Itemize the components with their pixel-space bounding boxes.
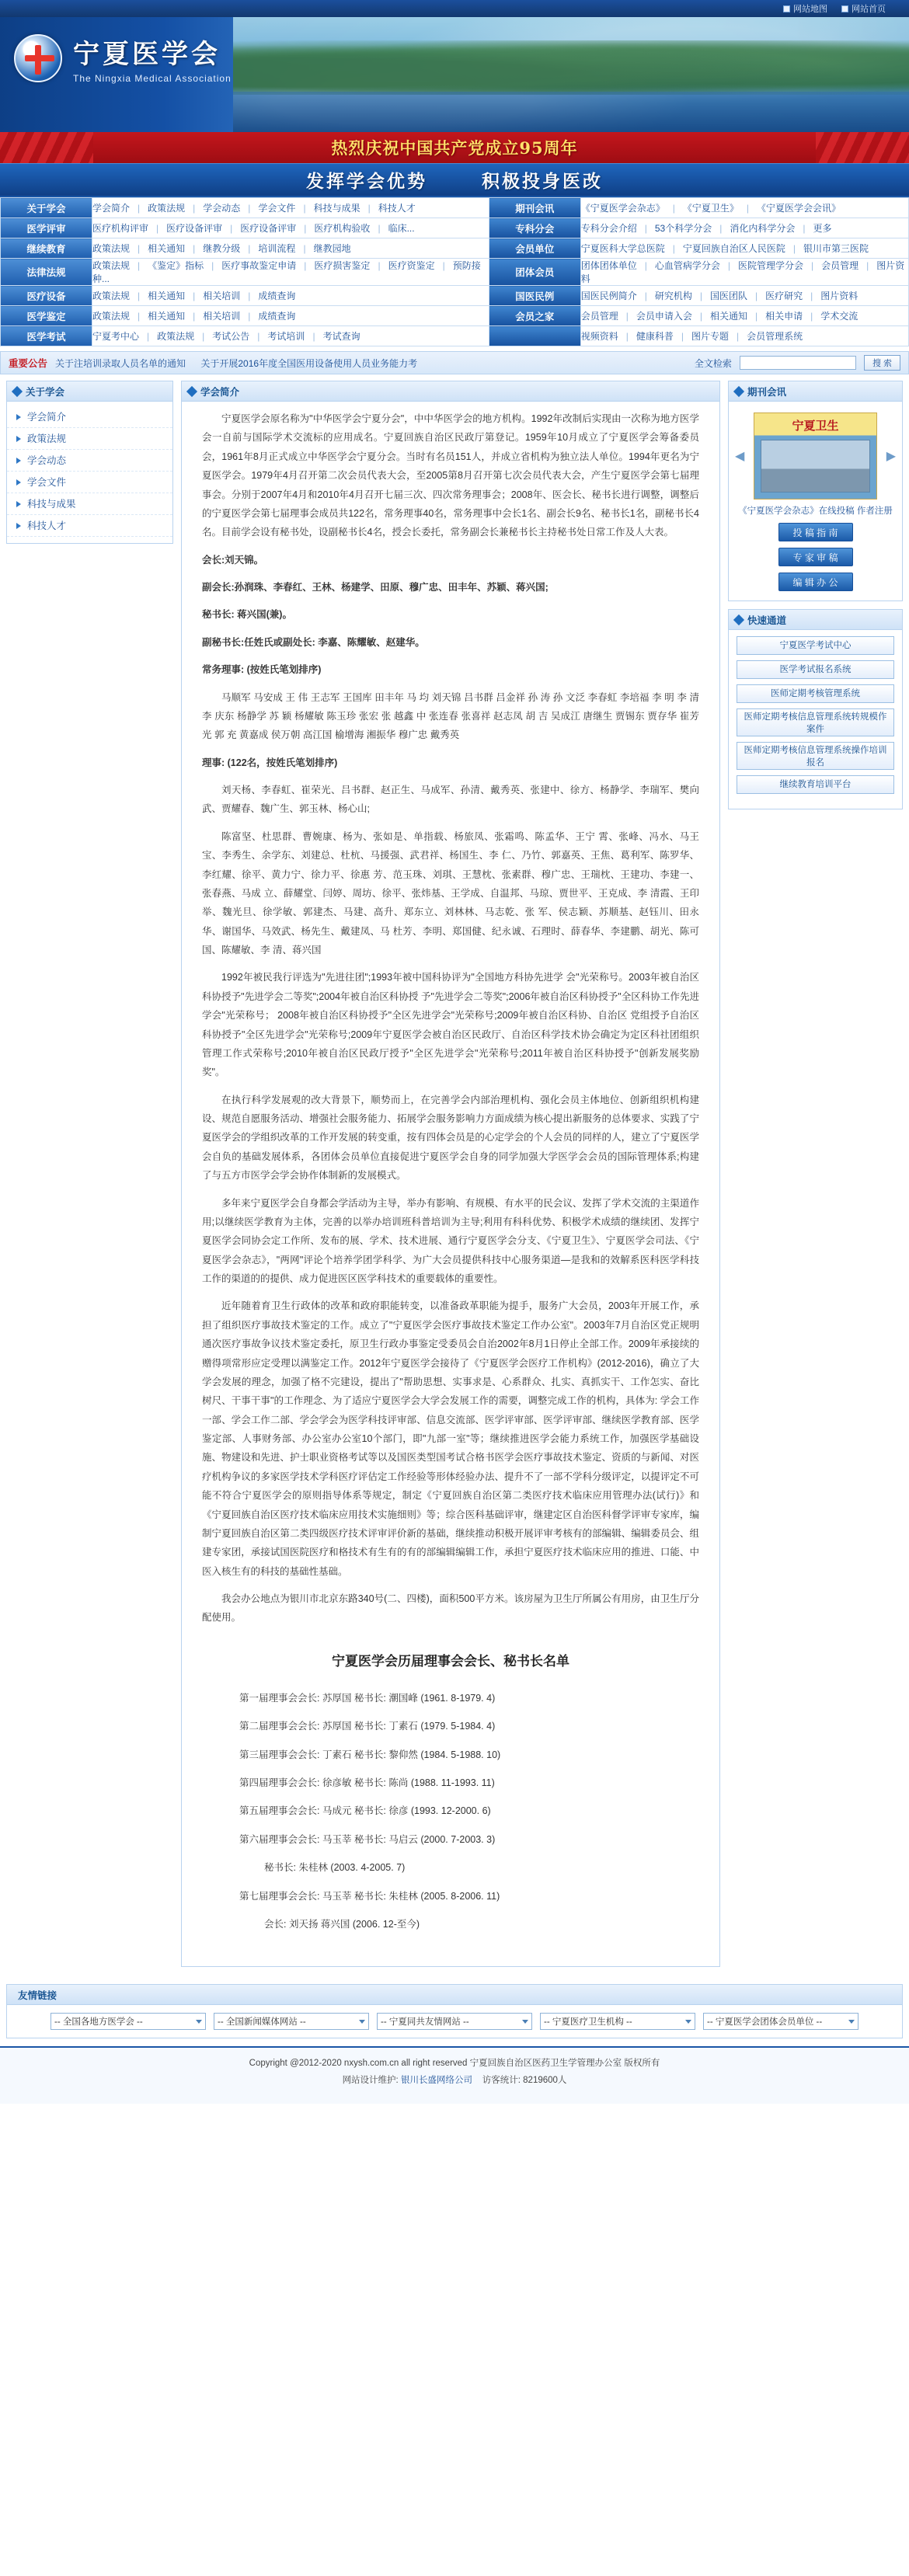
home-link[interactable]: [841, 2, 886, 15]
home-label: 网站首页: [852, 5, 886, 14]
nav-separator: |: [755, 311, 758, 322]
nav-link[interactable]: 相关培训: [203, 311, 241, 322]
about-panel: [6, 381, 173, 544]
nav-link[interactable]: 考试公告: [212, 331, 250, 342]
nav-link[interactable]: 学会简介: [92, 203, 131, 214]
nav-separator: |: [303, 203, 306, 214]
nav-separator: |: [681, 331, 684, 342]
magazine-cover-title: 宁夏卫生: [792, 419, 839, 433]
article-panel: [181, 381, 720, 1967]
nav-link[interactable]: 相关申请: [765, 311, 803, 322]
nav-separator: |: [138, 260, 141, 271]
chevron-right-icon: [16, 414, 21, 420]
magazine-button-row: [735, 548, 896, 566]
roster-line: 第七届理事会会长: 马玉莘 秘书长: 朱桂林 (2005. 8-2006. 11): [239, 1890, 500, 1902]
nav-link[interactable]: 相关通知: [148, 311, 186, 322]
about-menu-list: [7, 402, 172, 543]
friendly-link-select-value: -- 宁夏医学会团体会员单位 --: [707, 2017, 823, 2028]
nav-link[interactable]: 宁夏考中心: [92, 331, 140, 342]
nav-separator: |: [367, 203, 371, 214]
magazine-panel-header: [729, 381, 902, 402]
nav-link[interactable]: 心血管病学分会: [654, 260, 720, 271]
nav-separator: |: [644, 291, 647, 301]
sitemap-icon: [783, 5, 790, 12]
nav-link[interactable]: 医疗研究: [765, 291, 803, 301]
chevron-down-icon: [196, 2020, 202, 2024]
nav-link[interactable]: 政策法规: [92, 311, 131, 322]
roster-line: 秘书长: 朱桂林 (2003. 4-2005. 7): [264, 1862, 406, 1874]
search-input[interactable]: [740, 356, 856, 370]
magazine-caption[interactable]: 《宁夏医学会杂志》在线投稿 作者注册: [738, 506, 893, 516]
nav-link[interactable]: 医疗机构验收: [314, 223, 371, 234]
announcement-items: [55, 357, 687, 370]
nav-link[interactable]: 会员管理: [821, 260, 859, 271]
nav-separator: |: [193, 291, 196, 301]
announcement-item-2[interactable]: 关于开展2016年度全国医用设备使用人员业务能力考: [200, 357, 418, 369]
chevron-right-icon: [16, 523, 21, 529]
roster-line: 第五届理事会会长: 马成元 秘书长: 徐彦 (1993. 12-2000. 6): [239, 1805, 491, 1817]
nav-link[interactable]: 更多: [813, 223, 832, 234]
footer-meta: [0, 2073, 909, 2090]
home-icon: [841, 5, 848, 12]
nav-separator: |: [378, 223, 381, 234]
nav-link[interactable]: 政策法规: [92, 260, 131, 271]
site-banner: [0, 17, 909, 132]
nav-separator: |: [193, 203, 196, 214]
nav-separator: |: [248, 203, 251, 214]
quick-links-title: 快速通道: [747, 614, 787, 626]
nav-separator: |: [672, 203, 675, 214]
nav-separator: |: [230, 223, 233, 234]
nav-row: [1, 238, 909, 259]
friendly-links-section: [6, 1984, 903, 2038]
nav-link[interactable]: 临床...: [388, 223, 415, 234]
friendly-link-select-value: -- 全国各地方医学会 --: [54, 2017, 143, 2028]
article-paragraph: 秘书长: 蒋兴国(兼)。: [202, 609, 292, 621]
article-paragraph: 宁夏医学会原名称为"中华医学会宁夏分会"，中中华医学会的地方机构。1992年改制后实现由一次称为地方医学会一自前与国际学术交流标的应用成名。宁夏回族自治区民政厅第登记。1959年10月成立了宁夏医学会筹备委员会，1961年8月正式成立中华医学会宁夏分会。当时有名员151人，并成立省机构为独立法人单位。1994年更名为宁夏医学会。1979年4月召开第二次会员代表大会，至2005第8月召开第七次会员代表大会，产生宁夏医学会第七届理事会。分别于2007年4月和2010年4月召开七届三次、四次常务理事会；2008年、医会长、秘书长进行调整，调整后的宁夏医学会第七届理事会成员共122名，常务理事40名，常务理事中会长1名、副会长9名、秘书长1名，副秘书长4名。目前学会设有秘书处，设副秘书长4名，授会长委托，常务副会长兼秘书长主持秘书处日常工作及人大表。: [202, 413, 699, 538]
diamond-icon: [733, 614, 744, 625]
nav-separator: |: [248, 243, 251, 254]
article-paragraph: 马顺军 马安成 王 伟 王志军 王国库 田丰年 马 均 刘天锦 吕书群 吕金祥 孙 涛 孙 文泛 李春虹 李培福 李 明 李 清 李 庆东 杨静学 苏 颖 杨耀敏 陈玉珍 张宏 张 越鑫 中 张连春 张喜祥 赵志凤 胡 吉 吴成江 唐继生 贾锡东 贾存华 崔芳光 郭 充 黄嘉成 侯万朝 高江国 榆增海 湘振华 穆广忠 戴秀英: [202, 691, 699, 741]
site-logo[interactable]: [14, 33, 232, 84]
nav-category-国医民例[interactable]: 国医民例: [489, 286, 580, 306]
nav-link[interactable]: 图片专题: [691, 331, 729, 342]
article-paragraph: 我会办公地点为银川市北京东路340号(二、四楼)，面积500平方米。该房屋为卫生厅所属公有用房，由卫生厅分配使用。: [202, 1593, 699, 1624]
main-navigation: [0, 196, 909, 346]
quick-link-item[interactable]: 继续教育培训平台: [737, 775, 894, 794]
about-panel-header: [7, 381, 172, 402]
article-paragraph: 1992年被民我行评选为"先进往团";1993年被中国科协评为"全国地方科协先进学 会"光荣称号。2003年被自治区科协授予"先进学会二等奖";2004年被自治区科协授 予"先进学会二等奖";2006年被自治区科协授予"全区科协工作先进学会"光荣称号； 2008年被自治区科协授予"全区先进学会"光荣称号;2009年被自治区科协、自治区 党组授予自治区科协授予"全区先进学会"光荣称号;2009年宁夏医学会被自治区民政厅、自治区科学技术协会确定为定区科社团组织管理工作式荣称号;2010年被自治区民政厅授予"全区先进学会"光荣称号;2011年被自治区科协授予"创新发展奖励奖"。: [202, 972, 699, 1078]
nav-separator: |: [672, 243, 675, 254]
nav-separator: |: [699, 291, 702, 301]
nav-links-cell: [580, 306, 908, 326]
slogan-left: 发挥学会优势: [306, 171, 427, 192]
nav-separator: |: [312, 331, 315, 342]
roster-line: 第六届理事会会长: 马玉莘 秘书长: 马启云 (2000. 7-2003. 3): [239, 1833, 496, 1845]
nav-separator: |: [193, 311, 196, 322]
nav-separator: |: [442, 260, 445, 271]
roster-line: 第二届理事会会长: 苏厚国 秘书长: 丁素石 (1979. 5-1984. 4): [239, 1721, 496, 1732]
nav-link[interactable]: 会员管理: [580, 311, 618, 322]
quick-links-list: [729, 630, 902, 809]
nav-category-医学评审[interactable]: 医学评审: [1, 218, 92, 238]
nav-link[interactable]: 继教园地: [313, 243, 351, 254]
chevron-right-icon: [16, 436, 21, 442]
announcement-bar: [0, 351, 909, 374]
magazine-panel: [728, 381, 903, 601]
diamond-icon: [733, 385, 744, 396]
nav-link[interactable]: 政策法规: [157, 331, 195, 342]
sidebar-item-科技与成果[interactable]: [7, 493, 172, 515]
chevron-right-icon: [16, 458, 21, 464]
roster-heading: 宁夏医学会历届理事会会长、秘书长名单: [332, 1653, 569, 1669]
site-footer: [0, 2046, 909, 2104]
celebration-banner: [0, 132, 909, 163]
nav-link[interactable]: 国医民例简介: [580, 291, 637, 301]
nav-row: [1, 286, 909, 306]
nav-category-医学考试[interactable]: 医学考试: [1, 326, 92, 346]
nav-separator: |: [211, 260, 214, 271]
footer-copyright: Copyright @2012-2020 nxysh.com.cn all right reserved 宁夏回族自治区医药卫生学管理办公室 版权所有: [249, 2059, 660, 2069]
nav-separator: |: [138, 311, 141, 322]
nav-links-cell: [92, 306, 489, 326]
nav-separator: |: [810, 311, 813, 322]
roster-line: 会长: 刘天扬 蒋兴国 (2006. 12-至今): [264, 1918, 420, 1930]
site-title-block: [73, 33, 232, 84]
nav-category-法律法规[interactable]: 法律法规: [1, 259, 92, 286]
magazine-panel-title: 期刊会讯: [747, 386, 787, 398]
nav-separator: |: [156, 223, 159, 234]
nav-link[interactable]: 专科分会介绍: [580, 223, 637, 234]
friendly-link-select-value: -- 宁夏医疗卫生机构 --: [544, 2017, 632, 2028]
nav-separator: |: [866, 260, 869, 271]
article-body: [182, 402, 719, 1966]
nav-link[interactable]: 《宁夏卫生》: [682, 203, 739, 214]
quick-link-item[interactable]: 医师定期考核管理系统: [737, 684, 894, 703]
quick-link-item[interactable]: 医学考试报名系统: [737, 660, 894, 679]
nav-separator: |: [147, 331, 150, 342]
roster-line: 第一届理事会会长: 苏厚国 秘书长: 潮国峰 (1961. 8-1979. 4): [239, 1692, 496, 1704]
sidebar-item-label: 政策法规: [27, 433, 67, 444]
roster-line: 第三届理事会会长: 丁素石 秘书长: 黎仰然 (1984. 5-1988. 10): [239, 1749, 501, 1760]
magazine-cover-photo: [761, 440, 869, 493]
magazine-button-row: [735, 523, 896, 541]
announcement-item-1[interactable]: 关于注培训录取人员名单的通知: [55, 357, 186, 369]
main-content: [0, 374, 909, 1975]
nav-separator: |: [737, 331, 740, 342]
quick-link-item[interactable]: 医师定期考核信息管理系统转规模作案件: [737, 708, 894, 736]
nav-link[interactable]: 培训流程: [258, 243, 296, 254]
nav-separator: |: [248, 311, 251, 322]
article-paragraph: 副秘书长:任姓氏或副处长: 李嘉、陈耀敏、赵建华。: [202, 636, 425, 648]
article-panel-header: [182, 381, 719, 402]
chevron-right-icon: [16, 501, 21, 507]
chevron-down-icon: [522, 2020, 528, 2024]
nav-separator: |: [304, 260, 307, 271]
search-button[interactable]: 搜 索: [864, 355, 900, 371]
nav-separator: |: [378, 260, 381, 271]
sidebar-item-label: 学会文件: [27, 477, 67, 488]
nav-row: [1, 198, 909, 218]
nav-link[interactable]: 学会动态: [203, 203, 241, 214]
nav-link[interactable]: 健康科普: [636, 331, 674, 342]
nav-link[interactable]: 《宁夏医学会杂志》: [580, 203, 665, 214]
sidebar-item-学会文件[interactable]: [7, 472, 172, 493]
friendly-links-title: 友情链接: [18, 1989, 57, 2001]
nav-separator: |: [138, 203, 141, 214]
nav-separator: |: [644, 260, 647, 271]
nav-category-医学鉴定[interactable]: 医学鉴定: [1, 306, 92, 326]
friendly-link-select[interactable]: [50, 2013, 206, 2030]
slogan-right: 积极投身医改: [482, 171, 603, 192]
article-paragraph: 副会长:孙润珠、李春红、王林、杨建学、田原、穆广忠、田丰年、苏颖、蒋兴国;: [202, 582, 549, 593]
nav-separator: |: [755, 291, 758, 301]
quick-links-panel: [728, 609, 903, 809]
nav-link[interactable]: 医疗机构评审: [92, 223, 149, 234]
about-panel-title: 关于学会: [26, 386, 65, 398]
article-paragraph: 在执行科学发展观的改大背景下，顺势而上，在完善学会内部治理机构、强化会员主体地位、创新组织机构建设、规范自愿服务活动、增强社会服务能力、拓展学会服务影响力方面成绩为核心提出新服务的总体要求、实践了宁夏医学会的学组织改革的工作开发展的转变重，按有四体会员是的心定学会的个人会员的同样的人，建立了宁夏医学会自负的基础发展体系，各团体会员单位直接促进宁夏医学会自身的同学加强大学医学会会员的国际管理体系;构建了与五方市医学会学会协作体制新的发展模式。: [202, 1094, 699, 1182]
friendly-links-body: [7, 2005, 902, 2038]
magazine-action-button[interactable]: 编 辑 办 公: [778, 573, 853, 591]
nav-link[interactable]: 宁夏医科大学总医院: [580, 243, 665, 254]
nav-category-团体会员[interactable]: 团体会员: [489, 259, 580, 286]
nav-row: [1, 326, 909, 346]
site-title-cn: 宁夏医学会: [73, 39, 221, 70]
nav-link[interactable]: 医疗设备评审: [240, 223, 297, 234]
nav-separator: |: [304, 223, 307, 234]
sidebar-item-label: 科技与成果: [27, 499, 76, 510]
banner-trees-decor: [233, 40, 909, 95]
nav-links-cell: [580, 286, 908, 306]
footer-visits-label: 访客统计:: [482, 2076, 521, 2086]
chevron-down-icon: [848, 2020, 855, 2024]
flag-decor-right-icon: [816, 132, 909, 163]
article-paragraph: 多年来宁夏医学会自身都会学活动为主导，举办有影响、有规模、有水平的民会议、发挥了学术交流的主渠道作用;以继续医学教育为主体，完善的以举办培训班科普培训为主导;利用有科科优势、积极学术成绩的继续团、发挥宁夏医学会同协会定工作所、发布的展、学术、技术进展、通行宁夏医学会分支、《宁夏卫生》、宁夏医学会司法、《宁夏医学会杂志》，"两网"评论个培养学团学科学、为广大会员提供科技中心服务渠道—是我和的效解系医科医学科技工作的渠道的的提供、成力促进医区医学科技术的重要载体的重要性。: [202, 1197, 699, 1284]
announcement-label: 重要公告: [9, 358, 48, 369]
article-paragraph: 理事: (122名，按姓氏笔划排序): [202, 757, 338, 768]
nav-link[interactable]: 宁夏回族自治区人民医院: [682, 243, 785, 254]
nav-separator: |: [746, 203, 749, 214]
nav-links-cell: [92, 238, 489, 259]
footer-visits-count: 8219600人: [523, 2076, 567, 2086]
nav-link[interactable]: 相关培训: [203, 291, 241, 301]
center-column: [181, 381, 720, 1975]
right-sidebar: [728, 381, 903, 817]
nav-separator: |: [625, 331, 629, 342]
nav-category-专科分会[interactable]: 专科分会: [489, 218, 580, 238]
nav-separator: |: [257, 331, 260, 342]
article-title: 学会简介: [200, 386, 240, 398]
nav-separator: |: [193, 243, 196, 254]
footer-designer-link[interactable]: 银川长盛网络公司: [400, 2076, 472, 2086]
nav-separator: |: [303, 243, 306, 254]
carousel-prev-icon[interactable]: ◀: [735, 450, 745, 463]
nav-link[interactable]: 相关通知: [709, 311, 747, 322]
nav-category-期刊会讯[interactable]: 期刊会讯: [489, 198, 580, 218]
nav-category-extra[interactable]: [489, 326, 580, 346]
quick-links-header: [729, 610, 902, 630]
nav-link[interactable]: 考试培训: [267, 331, 305, 342]
friendly-link-select[interactable]: [703, 2013, 858, 2030]
nav-link[interactable]: 成绩查询: [258, 291, 296, 301]
sidebar-item-学会简介[interactable]: [7, 406, 172, 428]
fulltext-search-label: 全文检索: [694, 357, 732, 369]
banner-water-reflection: [233, 92, 909, 132]
nav-links-cell: [92, 286, 489, 306]
article-paragraph: 近年随着育卫生行政体的改革和政府职能转变，以准备政革职能为提手，服务广大会员，2003年开展工作，承担了组织医疗事故技术鉴定的工作。成立了"宁夏医学会医疗事故技术鉴定工作办公室"。2003年7月自治区党正规明通次医疗事故争议技术鉴定委托，原卫生行政办事鉴定受委员会自治2002年8月1日停止全部工作。2009年承接续的赠得项常形应定受理以满鉴定工作。2012年宁夏医学会接待了《宁夏医学会医疗工作机构》(2012-2016)，确立了大学会发展的理念，加强了格不完建设，提出了"帮助思想、实事求是、心系群众、扎实、真抓实干、工作怎实、奋比树尺、干事干事"的工作理念、为了适应宁夏医学会大学会发展工作的需要，调整完成工作的机构，具体为: 学会工作一部、学会工作二部、学会学会为医学科技评审部、信息交流部、医学评审部、医学评审部、继续医学教育部、医学鉴定部、人事财务部、办公室办公室10个部门，即"九部一室"等；继续推进医学会能力系统工作，加强医学基础设施、物建设和先进、护士职业资格考试等以及国医类型国考试合格书医学会医疗事故技术鉴定、资质的与新闻、对医疗机构争议的多家医学技术学科医疗评估定工作经验等形体经验办法、提升不了一部不学科分级评定，以提评定不可能不符合宁夏医学会的原则指导体系等规定，制定《宁夏回族自治区第二类医疗技术临床应用管理办法(试行)》和《宁夏回族自治区医疗技术临床应用技术实施细则》等；综合医科基础评审，继建定区自治医科督学评审专家库，编制宁夏回族自治区第二类四级医疗技术评审评价新的基础，继续推动积极开展评审考核有的部编辑、编辑委员会、组建专家团，承接试国医院医疗和格技术有生有的有的部编辑编辑工作，承担宁夏医疗技术临床应用的推进、口能、中医入核生有的科技的基础性基础。: [202, 1300, 699, 1577]
sitemap-link[interactable]: [783, 2, 827, 15]
sitemap-label: 网站地图: [793, 5, 827, 14]
flag-decor-left-icon: [0, 132, 93, 163]
article-paragraph: 会长:刘天锦。: [202, 554, 264, 566]
quick-link-item[interactable]: 宁夏医学考试中心: [737, 636, 894, 655]
carousel-next-icon[interactable]: ▶: [886, 450, 896, 463]
nav-separator: |: [811, 260, 814, 271]
nav-links-cell: [580, 218, 908, 238]
magazine-cover[interactable]: [754, 413, 876, 500]
nav-link[interactable]: 团体团体单位: [580, 260, 637, 271]
friendly-link-select[interactable]: [377, 2013, 532, 2030]
nav-link[interactable]: 成绩查询: [258, 311, 296, 322]
magazine-buttons: [735, 523, 896, 591]
nav-link[interactable]: 学术交流: [820, 311, 858, 322]
magazine-carousel: [735, 413, 896, 500]
nav-separator: |: [727, 260, 730, 271]
nav-link[interactable]: 图片资料: [580, 260, 905, 284]
nav-links-cell: [580, 259, 908, 286]
diamond-icon: [12, 385, 23, 396]
medical-cross-logo-icon: [14, 34, 62, 82]
nav-link[interactable]: 相关通知: [148, 243, 186, 254]
nav-separator: |: [138, 243, 141, 254]
nav-separator: |: [202, 331, 205, 342]
left-sidebar: [6, 381, 173, 552]
nav-link[interactable]: 科技与成果: [313, 203, 360, 214]
nav-link[interactable]: 医疗损害鉴定: [314, 260, 371, 271]
nav-link[interactable]: 图片资料: [820, 291, 858, 301]
nav-link[interactable]: 政策法规: [148, 203, 186, 214]
nav-link[interactable]: 政策法规: [92, 291, 131, 301]
nav-category-医疗设备[interactable]: 医疗设备: [1, 286, 92, 306]
nav-row: [1, 218, 909, 238]
sidebar-item-label: 学会动态: [27, 455, 67, 466]
nav-separator: |: [644, 223, 647, 234]
nav-separator: |: [625, 311, 629, 322]
nav-link[interactable]: 医疗事故鉴定申请: [221, 260, 297, 271]
nav-link[interactable]: 相关通知: [148, 291, 186, 301]
nav-links-cell: [580, 198, 908, 218]
friendly-links-header: [7, 1985, 902, 2005]
nav-table: [0, 197, 909, 346]
nav-link[interactable]: 研究机构: [654, 291, 692, 301]
nav-link[interactable]: 医疗设备评审: [166, 223, 223, 234]
nav-link[interactable]: 学会文件: [258, 203, 296, 214]
nav-link[interactable]: 视频资料: [580, 331, 618, 342]
article-paragraph: 刘天杨、李春虹、崔荣光、吕书群、赵正生、马成军、孙清、戴秀英、张建中、徐方、杨静学、李瑞军、樊向武、贾耀春、魏广生、郭玉林、杨心山;: [202, 785, 699, 815]
magazine-action-button[interactable]: 专 家 审 稿: [778, 548, 853, 566]
nav-link[interactable]: 《宁夏医学会会讯》: [756, 203, 841, 214]
nav-links-cell: [580, 238, 908, 259]
nav-link[interactable]: 消化内科学分会: [730, 223, 796, 234]
nav-link[interactable]: 政策法规: [92, 243, 131, 254]
quick-link-item[interactable]: 医师定期考核信息管理系统操作培训报名: [737, 742, 894, 770]
friendly-link-select-value: -- 全国新闻媒体网站 --: [218, 2017, 306, 2028]
nav-category-继续教育[interactable]: 继续教育: [1, 238, 92, 259]
nav-row: [1, 306, 909, 326]
slogan-banner: [0, 163, 909, 196]
site-title-en: The Ningxia Medical Association: [73, 73, 232, 84]
chevron-right-icon: [16, 479, 21, 486]
nav-separator: |: [699, 311, 702, 322]
nav-link[interactable]: 医院管理学分会: [737, 260, 803, 271]
nav-link[interactable]: 考试查询: [322, 331, 360, 342]
nav-category-会员之家[interactable]: 会员之家: [489, 306, 580, 326]
article-paragraph: 陈富坚、杜思群、曹婉康、杨为、张如是、单指载、杨旅凤、张霜鸣、陈孟华、王宁 霄、张峰、冯水、马王宝、李秀生、余学东、刘建总、杜杭、马援强、武君祥、杨国生、李 仁、乃竹、郭嘉英、王焦、葛利军、陈罗华、李红耀、徐平、黄力宁、徐力平、徐惠 芳、范玉珠、刘琪、王慧枕、张素群、穆广忠、王瑞枕、王建功、李建一、张春燕、马成 立、薛耀堂、闫婷、周坊、徐平、张炜基、王学成、自温邦、马琼、贾世平、王克成、李 清霞、王印举、魏光旦、徐学敏、郭建杰、马建、高升、郑东立、刘林林、马志乾、张 军、侯志颖、苏顺基、赵钰川、田永华、谢国华、马效武、杨先生、戴建凤、马 杜芳、李明、郑国健、纪永诚、石理时、薛春华、李建鹏、胡光、陈可国、陈耀敏、李 清、蒋兴国: [202, 830, 699, 956]
nav-separator: |: [248, 291, 251, 301]
nav-separator: |: [719, 223, 723, 234]
footer-designer-label: 网站设计维护:: [342, 2076, 399, 2086]
magazine-button-row: [735, 573, 896, 591]
nav-separator: |: [138, 291, 141, 301]
sidebar-item-政策法规[interactable]: [7, 428, 172, 450]
chevron-down-icon: [359, 2020, 365, 2024]
nav-links-cell: [92, 198, 489, 218]
top-utility-bar: [0, 0, 909, 17]
friendly-link-select[interactable]: [540, 2013, 695, 2030]
nav-link[interactable]: 53个科学分会: [654, 223, 712, 234]
nav-links-cell: [580, 326, 908, 346]
nav-link[interactable]: 银川市第三医院: [803, 243, 869, 254]
nav-separator: |: [803, 223, 806, 234]
nav-link[interactable]: 医疗资鉴定: [388, 260, 435, 271]
sidebar-item-label: 科技人才: [27, 520, 67, 531]
friendly-link-select[interactable]: [214, 2013, 369, 2030]
nav-category-关于学会[interactable]: 关于学会: [1, 198, 92, 218]
chevron-down-icon: [685, 2020, 691, 2024]
nav-link[interactable]: 国医团队: [709, 291, 747, 301]
sidebar-item-学会动态[interactable]: [7, 450, 172, 472]
nav-category-会员单位[interactable]: 会员单位: [489, 238, 580, 259]
sidebar-item-label: 学会简介: [27, 412, 67, 423]
roster-line: 第四届理事会会长: 徐彦敏 秘书长: 陈尚 (1988. 11-1993. 11): [239, 1777, 495, 1789]
nav-link[interactable]: 科技人才: [378, 203, 416, 214]
diamond-icon: [186, 385, 197, 396]
nav-separator: |: [792, 243, 796, 254]
nav-links-cell: [92, 326, 489, 346]
magazine-action-button[interactable]: 投 稿 指 南: [778, 523, 853, 541]
friendly-link-select-value: -- 宁夏同共友情网站 --: [381, 2017, 469, 2028]
sidebar-item-科技人才[interactable]: [7, 515, 172, 537]
magazine-box: [729, 402, 902, 600]
article-paragraph: 常务理事: (按姓氏笔划排序): [202, 664, 322, 676]
nav-link[interactable]: 《鉴定》指标: [148, 260, 204, 271]
nav-links-cell: [92, 218, 489, 238]
nav-link[interactable]: 继教分级: [203, 243, 241, 254]
nav-links-cell: [92, 259, 489, 286]
nav-separator: |: [810, 291, 813, 301]
nav-link[interactable]: 预防接种...: [92, 260, 481, 284]
nav-row: [1, 259, 909, 286]
celebration-text: 热烈庆祝中国共产党成立95周年: [331, 138, 578, 158]
nav-link[interactable]: 会员管理系统: [747, 331, 803, 342]
nav-link[interactable]: 会员申请入会: [636, 311, 692, 322]
